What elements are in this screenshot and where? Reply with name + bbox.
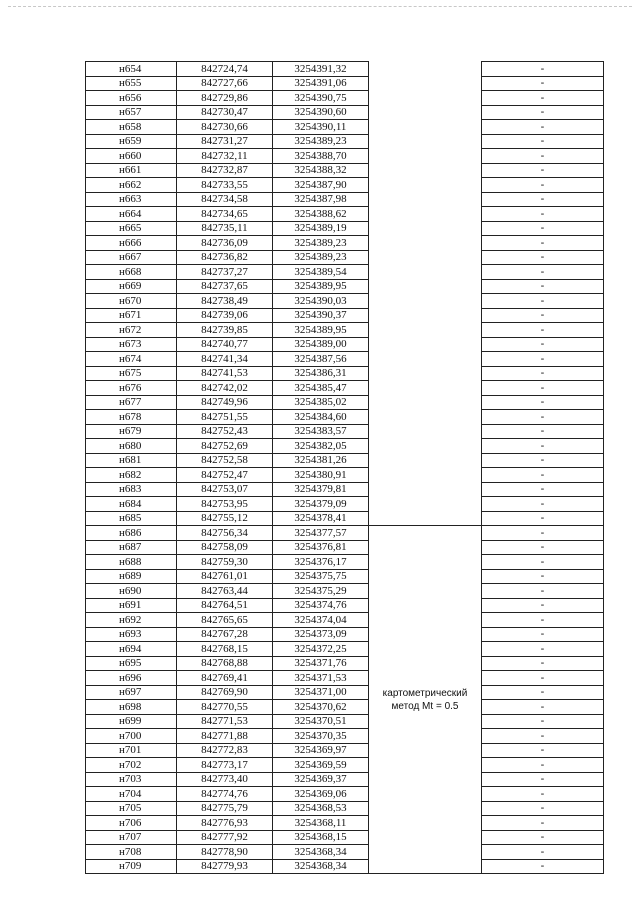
x-coordinate-cell: 842742,02 [177,381,273,396]
accuracy-cell: - [482,221,604,236]
accuracy-cell: - [482,134,604,149]
accuracy-cell: - [482,584,604,599]
x-coordinate-cell: 842768,15 [177,642,273,657]
point-id-cell: н657 [86,105,177,120]
table-row [86,569,604,584]
y-coordinate-cell: 3254389,00 [273,337,369,352]
x-coordinate-cell: 842737,27 [177,265,273,280]
table-row [86,192,604,207]
y-coordinate-cell: 3254368,53 [273,801,369,816]
x-coordinate-cell: 842753,07 [177,482,273,497]
x-coordinate-cell: 842765,65 [177,613,273,628]
table-row [86,685,604,700]
accuracy-cell: - [482,439,604,454]
y-coordinate-cell: 3254375,75 [273,569,369,584]
x-coordinate-cell: 842733,55 [177,178,273,193]
y-coordinate-cell: 3254391,06 [273,76,369,91]
x-coordinate-cell: 842769,90 [177,685,273,700]
x-coordinate-cell: 842741,34 [177,352,273,367]
point-id-cell: н665 [86,221,177,236]
x-coordinate-cell: 842736,82 [177,250,273,265]
x-coordinate-cell: 842735,11 [177,221,273,236]
x-coordinate-cell: 842755,12 [177,511,273,526]
table-row [86,62,604,77]
x-coordinate-cell: 842740,77 [177,337,273,352]
scan-top-edge [8,6,632,7]
point-id-cell: н662 [86,178,177,193]
x-coordinate-cell: 842771,88 [177,729,273,744]
table-row [86,149,604,164]
point-id-cell: н704 [86,787,177,802]
coordinates-table [85,61,604,874]
x-coordinate-cell: 842736,09 [177,236,273,251]
accuracy-cell: - [482,395,604,410]
point-id-cell: н703 [86,772,177,787]
table-row [86,772,604,787]
accuracy-cell: - [482,482,604,497]
point-id-cell: н693 [86,627,177,642]
y-coordinate-cell: 3254389,95 [273,279,369,294]
x-coordinate-cell: 842759,30 [177,555,273,570]
table-row [86,787,604,802]
point-id-cell: н660 [86,149,177,164]
table-row [86,294,604,309]
x-coordinate-cell: 842779,93 [177,859,273,874]
x-coordinate-cell: 842734,58 [177,192,273,207]
x-coordinate-cell: 842741,53 [177,366,273,381]
table-row [86,337,604,352]
y-coordinate-cell: 3254387,98 [273,192,369,207]
x-coordinate-cell: 842729,86 [177,91,273,106]
y-coordinate-cell: 3254386,31 [273,366,369,381]
accuracy-cell: - [482,453,604,468]
accuracy-cell: - [482,497,604,512]
point-id-cell: н697 [86,685,177,700]
accuracy-cell: - [482,91,604,106]
table-row [86,76,604,91]
x-coordinate-cell: 842731,27 [177,134,273,149]
accuracy-cell: - [482,656,604,671]
table-row [86,323,604,338]
y-coordinate-cell: 3254369,59 [273,758,369,773]
table-row [86,758,604,773]
y-coordinate-cell: 3254370,51 [273,714,369,729]
x-coordinate-cell: 842774,76 [177,787,273,802]
point-id-cell: н695 [86,656,177,671]
y-coordinate-cell: 3254379,81 [273,482,369,497]
table-row [86,482,604,497]
y-coordinate-cell: 3254391,32 [273,62,369,77]
point-id-cell: н683 [86,482,177,497]
table-row [86,497,604,512]
x-coordinate-cell: 842752,58 [177,453,273,468]
accuracy-cell: - [482,163,604,178]
accuracy-cell: - [482,569,604,584]
y-coordinate-cell: 3254382,05 [273,439,369,454]
accuracy-cell: - [482,685,604,700]
table-row [86,801,604,816]
y-coordinate-cell: 3254376,17 [273,555,369,570]
table-row [86,424,604,439]
accuracy-cell: - [482,555,604,570]
y-coordinate-cell: 3254390,03 [273,294,369,309]
x-coordinate-cell: 842753,95 [177,497,273,512]
table-row [86,250,604,265]
point-id-cell: н687 [86,540,177,555]
table-row [86,279,604,294]
x-coordinate-cell: 842737,65 [177,279,273,294]
accuracy-cell: - [482,598,604,613]
accuracy-cell: - [482,743,604,758]
y-coordinate-cell: 3254385,02 [273,395,369,410]
accuracy-cell: - [482,250,604,265]
table-row [86,91,604,106]
point-id-cell: н706 [86,816,177,831]
y-coordinate-cell: 3254390,37 [273,308,369,323]
x-coordinate-cell: 842777,92 [177,830,273,845]
y-coordinate-cell: 3254370,35 [273,729,369,744]
x-coordinate-cell: 842738,49 [177,294,273,309]
accuracy-cell: - [482,149,604,164]
table-row [86,105,604,120]
point-id-cell: н686 [86,526,177,541]
y-coordinate-cell: 3254389,19 [273,221,369,236]
table-row [86,178,604,193]
x-coordinate-cell: 842758,09 [177,540,273,555]
y-coordinate-cell: 3254389,23 [273,134,369,149]
point-id-cell: н692 [86,613,177,628]
accuracy-cell: - [482,511,604,526]
accuracy-cell: - [482,468,604,483]
x-coordinate-cell: 842739,85 [177,323,273,338]
point-id-cell: н678 [86,410,177,425]
x-coordinate-cell: 842749,96 [177,395,273,410]
point-id-cell: н674 [86,352,177,367]
table-row [86,714,604,729]
x-coordinate-cell: 842730,47 [177,105,273,120]
point-id-cell: н699 [86,714,177,729]
accuracy-cell: - [482,105,604,120]
point-id-cell: н685 [86,511,177,526]
point-id-cell: н654 [86,62,177,77]
accuracy-cell: - [482,700,604,715]
accuracy-cell: - [482,801,604,816]
y-coordinate-cell: 3254375,29 [273,584,369,599]
point-id-cell: н705 [86,801,177,816]
x-coordinate-cell: 842773,17 [177,758,273,773]
x-coordinate-cell: 842768,88 [177,656,273,671]
accuracy-cell: - [482,714,604,729]
point-id-cell: н673 [86,337,177,352]
x-coordinate-cell: 842751,55 [177,410,273,425]
y-coordinate-cell: 3254381,26 [273,453,369,468]
accuracy-cell: - [482,526,604,541]
accuracy-cell: - [482,352,604,367]
accuracy-cell: - [482,294,604,309]
y-coordinate-cell: 3254387,56 [273,352,369,367]
point-id-cell: н690 [86,584,177,599]
x-coordinate-cell: 842752,69 [177,439,273,454]
x-coordinate-cell: 842772,83 [177,743,273,758]
point-id-cell: н684 [86,497,177,512]
y-coordinate-cell: 3254373,09 [273,627,369,642]
y-coordinate-cell: 3254379,09 [273,497,369,512]
y-coordinate-cell: 3254369,97 [273,743,369,758]
y-coordinate-cell: 3254387,90 [273,178,369,193]
y-coordinate-cell: 3254380,91 [273,468,369,483]
table-row [86,598,604,613]
accuracy-cell: - [482,192,604,207]
point-id-cell: н675 [86,366,177,381]
y-coordinate-cell: 3254389,23 [273,250,369,265]
table-row [86,468,604,483]
y-coordinate-cell: 3254384,60 [273,410,369,425]
y-coordinate-cell: 3254388,70 [273,149,369,164]
y-coordinate-cell: 3254369,06 [273,787,369,802]
point-id-cell: н698 [86,700,177,715]
y-coordinate-cell: 3254374,04 [273,613,369,628]
point-id-cell: н659 [86,134,177,149]
table-row [86,830,604,845]
y-coordinate-cell: 3254389,54 [273,265,369,280]
table-row [86,381,604,396]
y-coordinate-cell: 3254390,60 [273,105,369,120]
accuracy-cell: - [482,758,604,773]
point-id-cell: н681 [86,453,177,468]
method-cell: картометрический метод Mt = 0.5 [369,526,482,874]
table-row [86,642,604,657]
x-coordinate-cell: 842769,41 [177,671,273,686]
x-coordinate-cell: 842761,01 [177,569,273,584]
accuracy-cell: - [482,337,604,352]
table-row [86,221,604,236]
x-coordinate-cell: 842732,87 [177,163,273,178]
point-id-cell: н670 [86,294,177,309]
coordinates-table-body [86,62,604,874]
point-id-cell: н694 [86,642,177,657]
y-coordinate-cell: 3254377,57 [273,526,369,541]
x-coordinate-cell: 842734,65 [177,207,273,222]
point-id-cell: н689 [86,569,177,584]
accuracy-cell: - [482,120,604,135]
point-id-cell: н680 [86,439,177,454]
table-row [86,540,604,555]
accuracy-cell: - [482,642,604,657]
accuracy-cell: - [482,613,604,628]
point-id-cell: н708 [86,845,177,860]
accuracy-cell: - [482,845,604,860]
point-id-cell: н702 [86,758,177,773]
accuracy-cell: - [482,76,604,91]
table-row [86,584,604,599]
point-id-cell: н655 [86,76,177,91]
table-row [86,395,604,410]
accuracy-cell: - [482,279,604,294]
table-row [86,743,604,758]
table-row [86,236,604,251]
point-id-cell: н663 [86,192,177,207]
point-id-cell: н664 [86,207,177,222]
y-coordinate-cell: 3254388,62 [273,207,369,222]
accuracy-cell: - [482,859,604,874]
accuracy-cell: - [482,830,604,845]
y-coordinate-cell: 3254368,34 [273,859,369,874]
table-row [86,656,604,671]
accuracy-cell: - [482,265,604,280]
x-coordinate-cell: 842773,40 [177,772,273,787]
x-coordinate-cell: 842770,55 [177,700,273,715]
x-coordinate-cell: 842739,06 [177,308,273,323]
x-coordinate-cell: 842730,66 [177,120,273,135]
point-id-cell: н696 [86,671,177,686]
y-coordinate-cell: 3254368,11 [273,816,369,831]
x-coordinate-cell: 842752,47 [177,468,273,483]
point-id-cell: н669 [86,279,177,294]
y-coordinate-cell: 3254368,34 [273,845,369,860]
accuracy-cell: - [482,178,604,193]
table-row [86,308,604,323]
x-coordinate-cell: 842771,53 [177,714,273,729]
accuracy-cell: - [482,308,604,323]
y-coordinate-cell: 3254371,53 [273,671,369,686]
x-coordinate-cell: 842752,43 [177,424,273,439]
y-coordinate-cell: 3254374,76 [273,598,369,613]
point-id-cell: н668 [86,265,177,280]
table-row [86,613,604,628]
y-coordinate-cell: 3254390,11 [273,120,369,135]
accuracy-cell: - [482,236,604,251]
point-id-cell: н671 [86,308,177,323]
y-coordinate-cell: 3254385,47 [273,381,369,396]
point-id-cell: н656 [86,91,177,106]
point-id-cell: н709 [86,859,177,874]
table-row [86,265,604,280]
table-row [86,366,604,381]
table-row [86,700,604,715]
table-row [86,859,604,874]
table-row [86,120,604,135]
y-coordinate-cell: 3254388,32 [273,163,369,178]
y-coordinate-cell: 3254369,37 [273,772,369,787]
table-row [86,816,604,831]
table-row [86,352,604,367]
y-coordinate-cell: 3254371,00 [273,685,369,700]
accuracy-cell: - [482,410,604,425]
point-id-cell: н667 [86,250,177,265]
accuracy-cell: - [482,62,604,77]
x-coordinate-cell: 842727,66 [177,76,273,91]
x-coordinate-cell: 842776,93 [177,816,273,831]
y-coordinate-cell: 3254389,23 [273,236,369,251]
accuracy-cell: - [482,787,604,802]
point-id-cell: н707 [86,830,177,845]
table-row [86,207,604,222]
accuracy-cell: - [482,381,604,396]
point-id-cell: н666 [86,236,177,251]
method-cell-upper [369,62,482,526]
point-id-cell: н679 [86,424,177,439]
y-coordinate-cell: 3254376,81 [273,540,369,555]
point-id-cell: н661 [86,163,177,178]
x-coordinate-cell: 842732,11 [177,149,273,164]
point-id-cell: н677 [86,395,177,410]
point-id-cell: н672 [86,323,177,338]
accuracy-cell: - [482,772,604,787]
x-coordinate-cell: 842775,79 [177,801,273,816]
y-coordinate-cell: 3254372,25 [273,642,369,657]
table-row [86,453,604,468]
table-row [86,555,604,570]
y-coordinate-cell: 3254389,95 [273,323,369,338]
point-id-cell: н701 [86,743,177,758]
y-coordinate-cell: 3254371,76 [273,656,369,671]
point-id-cell: н688 [86,555,177,570]
table-row [86,511,604,526]
table-row [86,526,604,541]
x-coordinate-cell: 842763,44 [177,584,273,599]
x-coordinate-cell: 842767,28 [177,627,273,642]
accuracy-cell: - [482,816,604,831]
x-coordinate-cell: 842724,74 [177,62,273,77]
y-coordinate-cell: 3254368,15 [273,830,369,845]
table-row [86,671,604,686]
accuracy-cell: - [482,323,604,338]
y-coordinate-cell: 3254383,57 [273,424,369,439]
y-coordinate-cell: 3254370,62 [273,700,369,715]
x-coordinate-cell: 842756,34 [177,526,273,541]
accuracy-cell: - [482,366,604,381]
table-row [86,410,604,425]
y-coordinate-cell: 3254378,41 [273,511,369,526]
point-id-cell: н658 [86,120,177,135]
table-row [86,134,604,149]
accuracy-cell: - [482,207,604,222]
x-coordinate-cell: 842778,90 [177,845,273,860]
accuracy-cell: - [482,671,604,686]
point-id-cell: н700 [86,729,177,744]
accuracy-cell: - [482,729,604,744]
accuracy-cell: - [482,424,604,439]
point-id-cell: н691 [86,598,177,613]
table-row [86,439,604,454]
accuracy-cell: - [482,540,604,555]
y-coordinate-cell: 3254390,75 [273,91,369,106]
accuracy-cell: - [482,627,604,642]
table-row [86,729,604,744]
point-id-cell: н676 [86,381,177,396]
x-coordinate-cell: 842764,51 [177,598,273,613]
table-row [86,163,604,178]
table-row [86,627,604,642]
table-row [86,845,604,860]
point-id-cell: н682 [86,468,177,483]
